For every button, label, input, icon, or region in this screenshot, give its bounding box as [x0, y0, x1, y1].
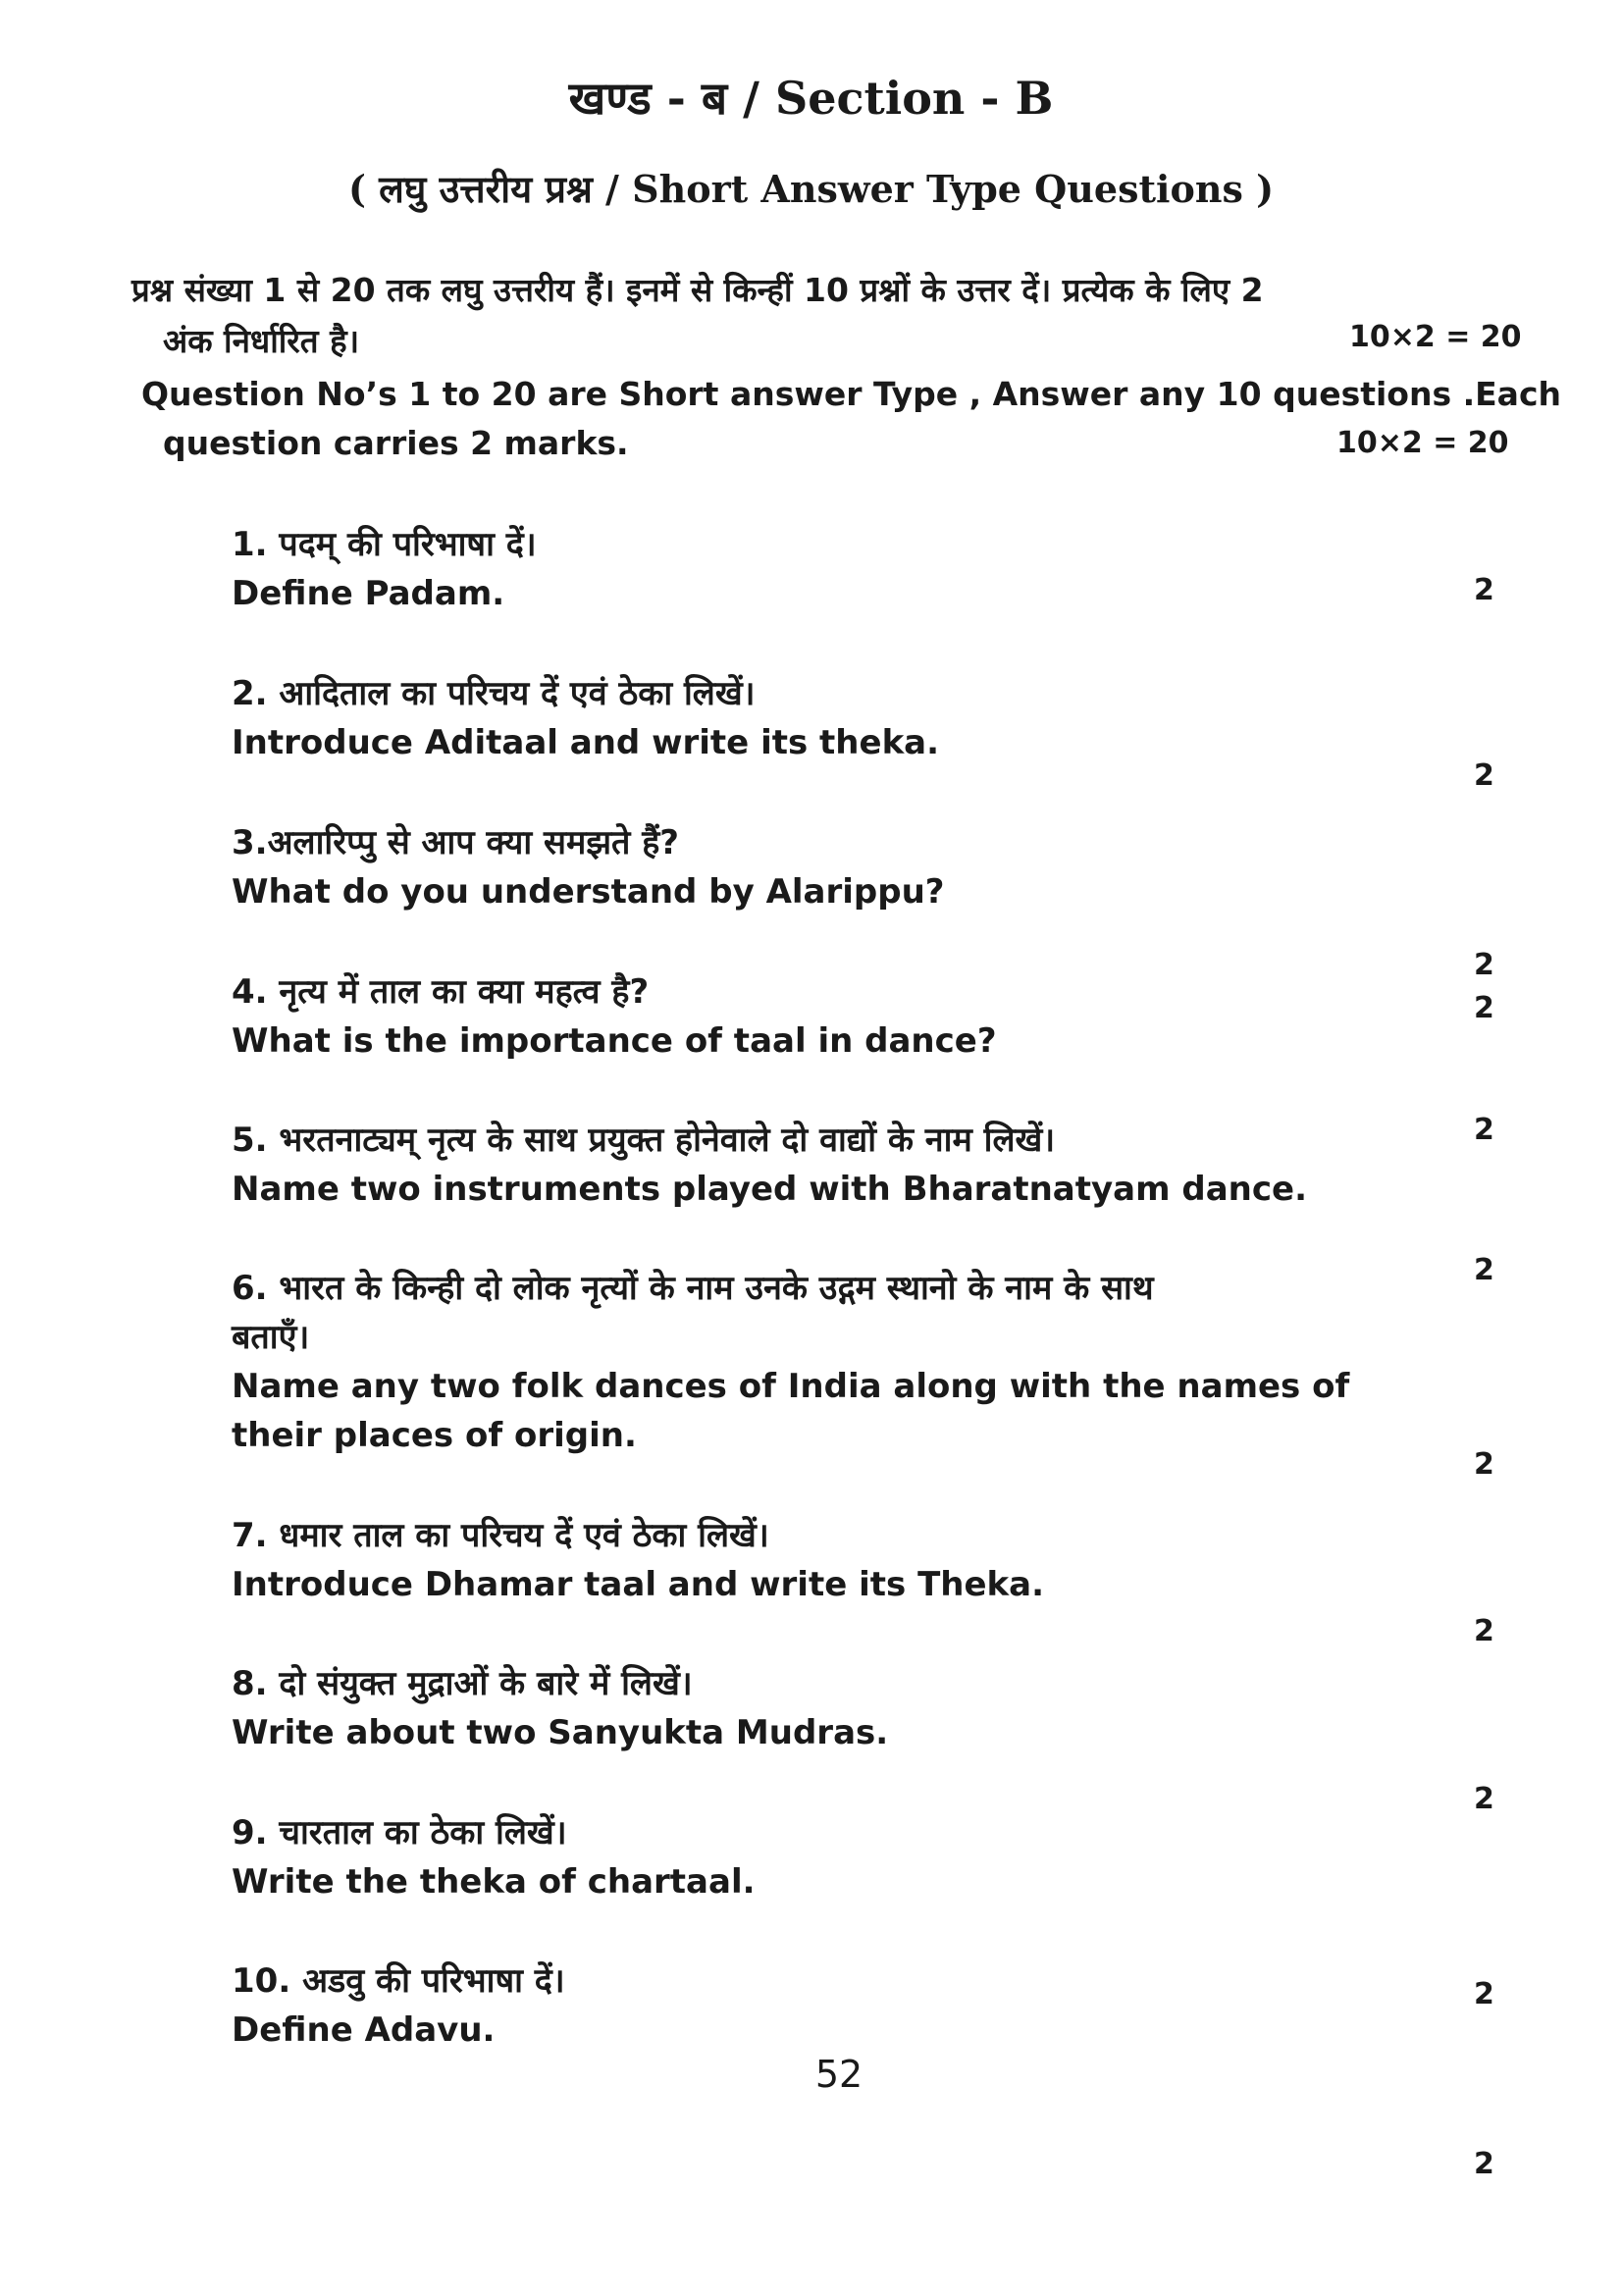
question-marks: 2 [1474, 758, 1494, 793]
question-marks: 2 [1474, 1614, 1494, 1648]
question-marks: 2 [1474, 1113, 1494, 1147]
question-hindi: 10. अडवु की परिभाषा दें। [232, 1961, 565, 2001]
question-5 [232, 1116, 1307, 1214]
question-english-continued: their places of origin. [232, 1416, 637, 1455]
question-7 [232, 1511, 1044, 1609]
instruction-hindi-line1: प्रश्न संख्या 1 से 20 तक लघु उत्तरीय हैं। इनमें से किन्हीं 10 प्रश्नों के उत्तर दें। प्रत्येक के लिए 2 [131, 271, 1264, 309]
question-english: Define Padam. [232, 574, 505, 613]
question-hindi-continued: बताएँ। [232, 1318, 310, 1357]
question-marks: 2 [1474, 573, 1494, 607]
question-hindi: 2. आदिताल का परिचय दें एवं ठेका लिखें। [232, 674, 756, 713]
question-6 [232, 1264, 1349, 1460]
question-english: Write the theka of chartaal. [232, 1862, 756, 1902]
question-hindi: 1. पदम् की परिभाषा दें। [232, 525, 537, 564]
page-number: 52 [814, 2053, 863, 2096]
instruction-english-line1: Question No’s 1 to 20 are Short answer Type , Answer any 10 questions .Each [141, 375, 1562, 413]
question-marks: 2 [1474, 1782, 1494, 1816]
question-8 [232, 1659, 888, 1757]
question-english: Define Adavu. [232, 2010, 496, 2050]
question-10 [232, 1957, 565, 2055]
question-english: Name two instruments played with Bharatnatyam dance. [232, 1170, 1307, 1209]
question-9 [232, 1808, 756, 1906]
question-marks: 2 [1474, 991, 1494, 1025]
question-marks: 2 [1474, 1253, 1494, 1287]
question-marks: 2 [1474, 1447, 1494, 1482]
question-marks: 2 [1474, 2147, 1494, 2181]
question-hindi: 4. नृत्य में ताल का क्या महत्व है? [232, 972, 650, 1012]
question-marks: 2 [1474, 1977, 1494, 2011]
section-subtitle: ( लघु उत्तरीय प्रश्न / Short Answer Type Questions ) [347, 167, 1275, 211]
instruction-english-line2: question carries 2 marks. [163, 424, 629, 462]
question-hindi: 7. धमार ताल का परिचय दें एवं ठेका लिखें। [232, 1516, 769, 1555]
question-3 [232, 818, 945, 916]
question-marks: 2 [1474, 948, 1494, 982]
question-hindi: 8. दो संयुक्त मुद्राओं के बारे में लिखें। [232, 1664, 693, 1703]
instruction-hindi-line2: अंक निर्धारित है। [163, 322, 360, 360]
section-title: खण्ड - ब / Section - B [568, 72, 1054, 125]
question-english: Introduce Dhamar taal and write its Theka. [232, 1565, 1045, 1604]
instruction-english-marks: 10×2 = 20 [1336, 426, 1509, 460]
question-1 [232, 520, 537, 618]
question-english: Write about two Sanyukta Mudras. [232, 1713, 889, 1752]
instruction-hindi-marks: 10×2 = 20 [1349, 320, 1522, 354]
question-hindi: 3.अलारिप्पु से आप क्या समझते हैं? [232, 823, 680, 862]
question-english: What do you understand by Alarippu? [232, 872, 945, 912]
question-4 [232, 967, 997, 1066]
question-hindi: 9. चारताल का ठेका लिखें। [232, 1813, 567, 1852]
question-english: What is the importance of taal in dance? [232, 1021, 997, 1061]
question-2 [232, 669, 939, 767]
question-hindi: 6. भारत के किन्ही दो लोक नृत्यों के नाम उनके उद्गम स्थानो के नाम के साथ [232, 1269, 1154, 1308]
question-hindi: 5. भरतनाट्यम् नृत्य के साथ प्रयुक्त होनेवाले दो वाद्यों के नाम लिखें। [232, 1121, 1056, 1160]
question-english: Introduce Aditaal and write its theka. [232, 723, 940, 762]
question-english: Name any two folk dances of India along with the names of [232, 1367, 1350, 1406]
